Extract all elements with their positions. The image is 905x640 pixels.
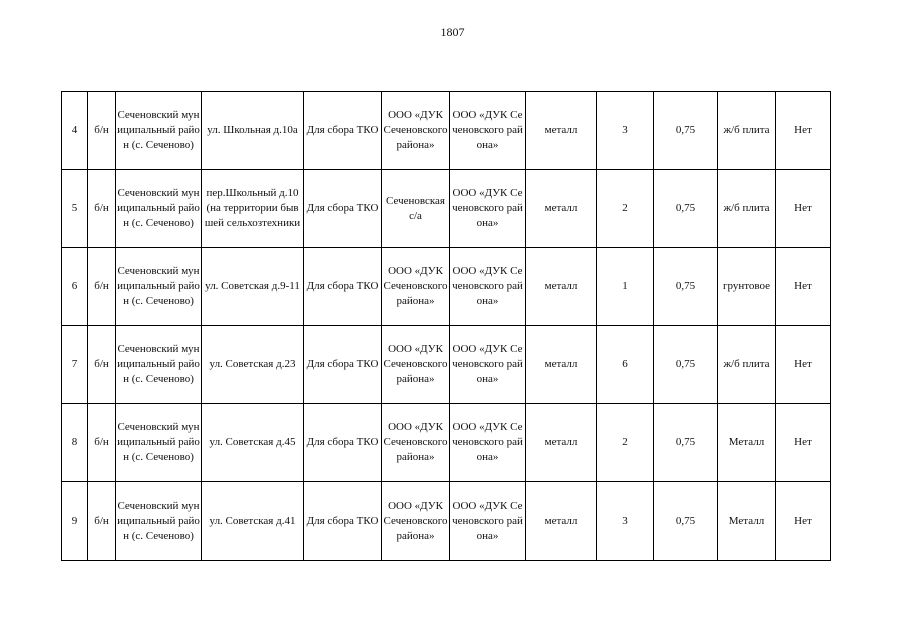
cell-surface: ж/б плита: [718, 170, 776, 248]
table-row: [62, 248, 831, 326]
cell-address: пер.Школьный д.10 (на территории бывшей сельхозтехники: [202, 170, 304, 248]
cell-extra: Нет: [776, 404, 831, 482]
cell-volume: 0,75: [654, 404, 718, 482]
cell-surface: грунтовое: [718, 248, 776, 326]
cell-extra: Нет: [776, 92, 831, 170]
cell-volume: 0,75: [654, 482, 718, 561]
cell-extra: Нет: [776, 170, 831, 248]
cell-count: 3: [597, 92, 654, 170]
cell-registry: б/н: [88, 248, 116, 326]
cell-purpose: Для сбора ТКО: [304, 248, 382, 326]
cell-purpose: Для сбора ТКО: [304, 482, 382, 561]
cell-operator: ООО «ДУК Сеченовского района»: [450, 482, 526, 561]
cell-purpose: Для сбора ТКО: [304, 404, 382, 482]
cell-purpose: Для сбора ТКО: [304, 92, 382, 170]
cell-count: 1: [597, 248, 654, 326]
cell-operator: ООО «ДУК Сеченовского района»: [450, 248, 526, 326]
cell-extra: Нет: [776, 248, 831, 326]
cell-count: 2: [597, 404, 654, 482]
cell-owner: ООО «ДУК Сеченовского района»: [382, 92, 450, 170]
cell-district: Сеченовский муниципальный район (с. Сеченово): [116, 326, 202, 404]
cell-registry: б/н: [88, 92, 116, 170]
cell-number: 9: [62, 482, 88, 561]
cell-district: Сеченовский муниципальный район (с. Сеченово): [116, 248, 202, 326]
cell-number: 6: [62, 248, 88, 326]
cell-surface: ж/б плита: [718, 92, 776, 170]
cell-purpose: Для сбора ТКО: [304, 326, 382, 404]
cell-surface: Металл: [718, 482, 776, 561]
cell-owner: Сеченовская с/а: [382, 170, 450, 248]
cell-count: 2: [597, 170, 654, 248]
table-row: [62, 404, 831, 482]
cell-registry: б/н: [88, 404, 116, 482]
cell-registry: б/н: [88, 482, 116, 561]
cell-number: 8: [62, 404, 88, 482]
cell-number: 5: [62, 170, 88, 248]
cell-number: 4: [62, 92, 88, 170]
cell-owner: ООО «ДУК Сеченовского района»: [382, 482, 450, 561]
table-row: [62, 326, 831, 404]
cell-material: металл: [526, 92, 597, 170]
cell-owner: ООО «ДУК Сеченовского района»: [382, 248, 450, 326]
cell-operator: ООО «ДУК Сеченовского района»: [450, 404, 526, 482]
cell-operator: ООО «ДУК Сеченовского района»: [450, 92, 526, 170]
cell-material: металл: [526, 248, 597, 326]
cell-count: 3: [597, 482, 654, 561]
cell-district: Сеченовский муниципальный район (с. Сеченово): [116, 482, 202, 561]
cell-district: Сеченовский муниципальный район (с. Сеченово): [116, 404, 202, 482]
cell-address: ул. Советская д.45: [202, 404, 304, 482]
cell-operator: ООО «ДУК Сеченовского района»: [450, 170, 526, 248]
cell-address: ул. Советская д.9-11: [202, 248, 304, 326]
cell-address: ул. Школьная д.10а: [202, 92, 304, 170]
cell-owner: ООО «ДУК Сеченовского района»: [382, 404, 450, 482]
page-number: 1807: [440, 25, 465, 39]
registry-table: [61, 91, 831, 561]
cell-material: металл: [526, 170, 597, 248]
cell-district: Сеченовский муниципальный район (с. Сеченово): [116, 92, 202, 170]
cell-volume: 0,75: [654, 326, 718, 404]
cell-material: металл: [526, 482, 597, 561]
table-row: [62, 92, 831, 170]
cell-volume: 0,75: [654, 92, 718, 170]
cell-purpose: Для сбора ТКО: [304, 170, 382, 248]
cell-surface: ж/б плита: [718, 326, 776, 404]
cell-volume: 0,75: [654, 248, 718, 326]
cell-owner: ООО «ДУК Сеченовского района»: [382, 326, 450, 404]
cell-extra: Нет: [776, 326, 831, 404]
cell-surface: Металл: [718, 404, 776, 482]
table-row: [62, 482, 831, 561]
cell-extra: Нет: [776, 482, 831, 561]
table-row: [62, 170, 831, 248]
cell-volume: 0,75: [654, 170, 718, 248]
cell-operator: ООО «ДУК Сеченовского района»: [450, 326, 526, 404]
cell-registry: б/н: [88, 326, 116, 404]
cell-district: Сеченовский муниципальный район (с. Сеченово): [116, 170, 202, 248]
cell-material: металл: [526, 326, 597, 404]
cell-number: 7: [62, 326, 88, 404]
cell-address: ул. Советская д.41: [202, 482, 304, 561]
cell-address: ул. Советская д.23: [202, 326, 304, 404]
cell-registry: б/н: [88, 170, 116, 248]
cell-material: металл: [526, 404, 597, 482]
cell-count: 6: [597, 326, 654, 404]
